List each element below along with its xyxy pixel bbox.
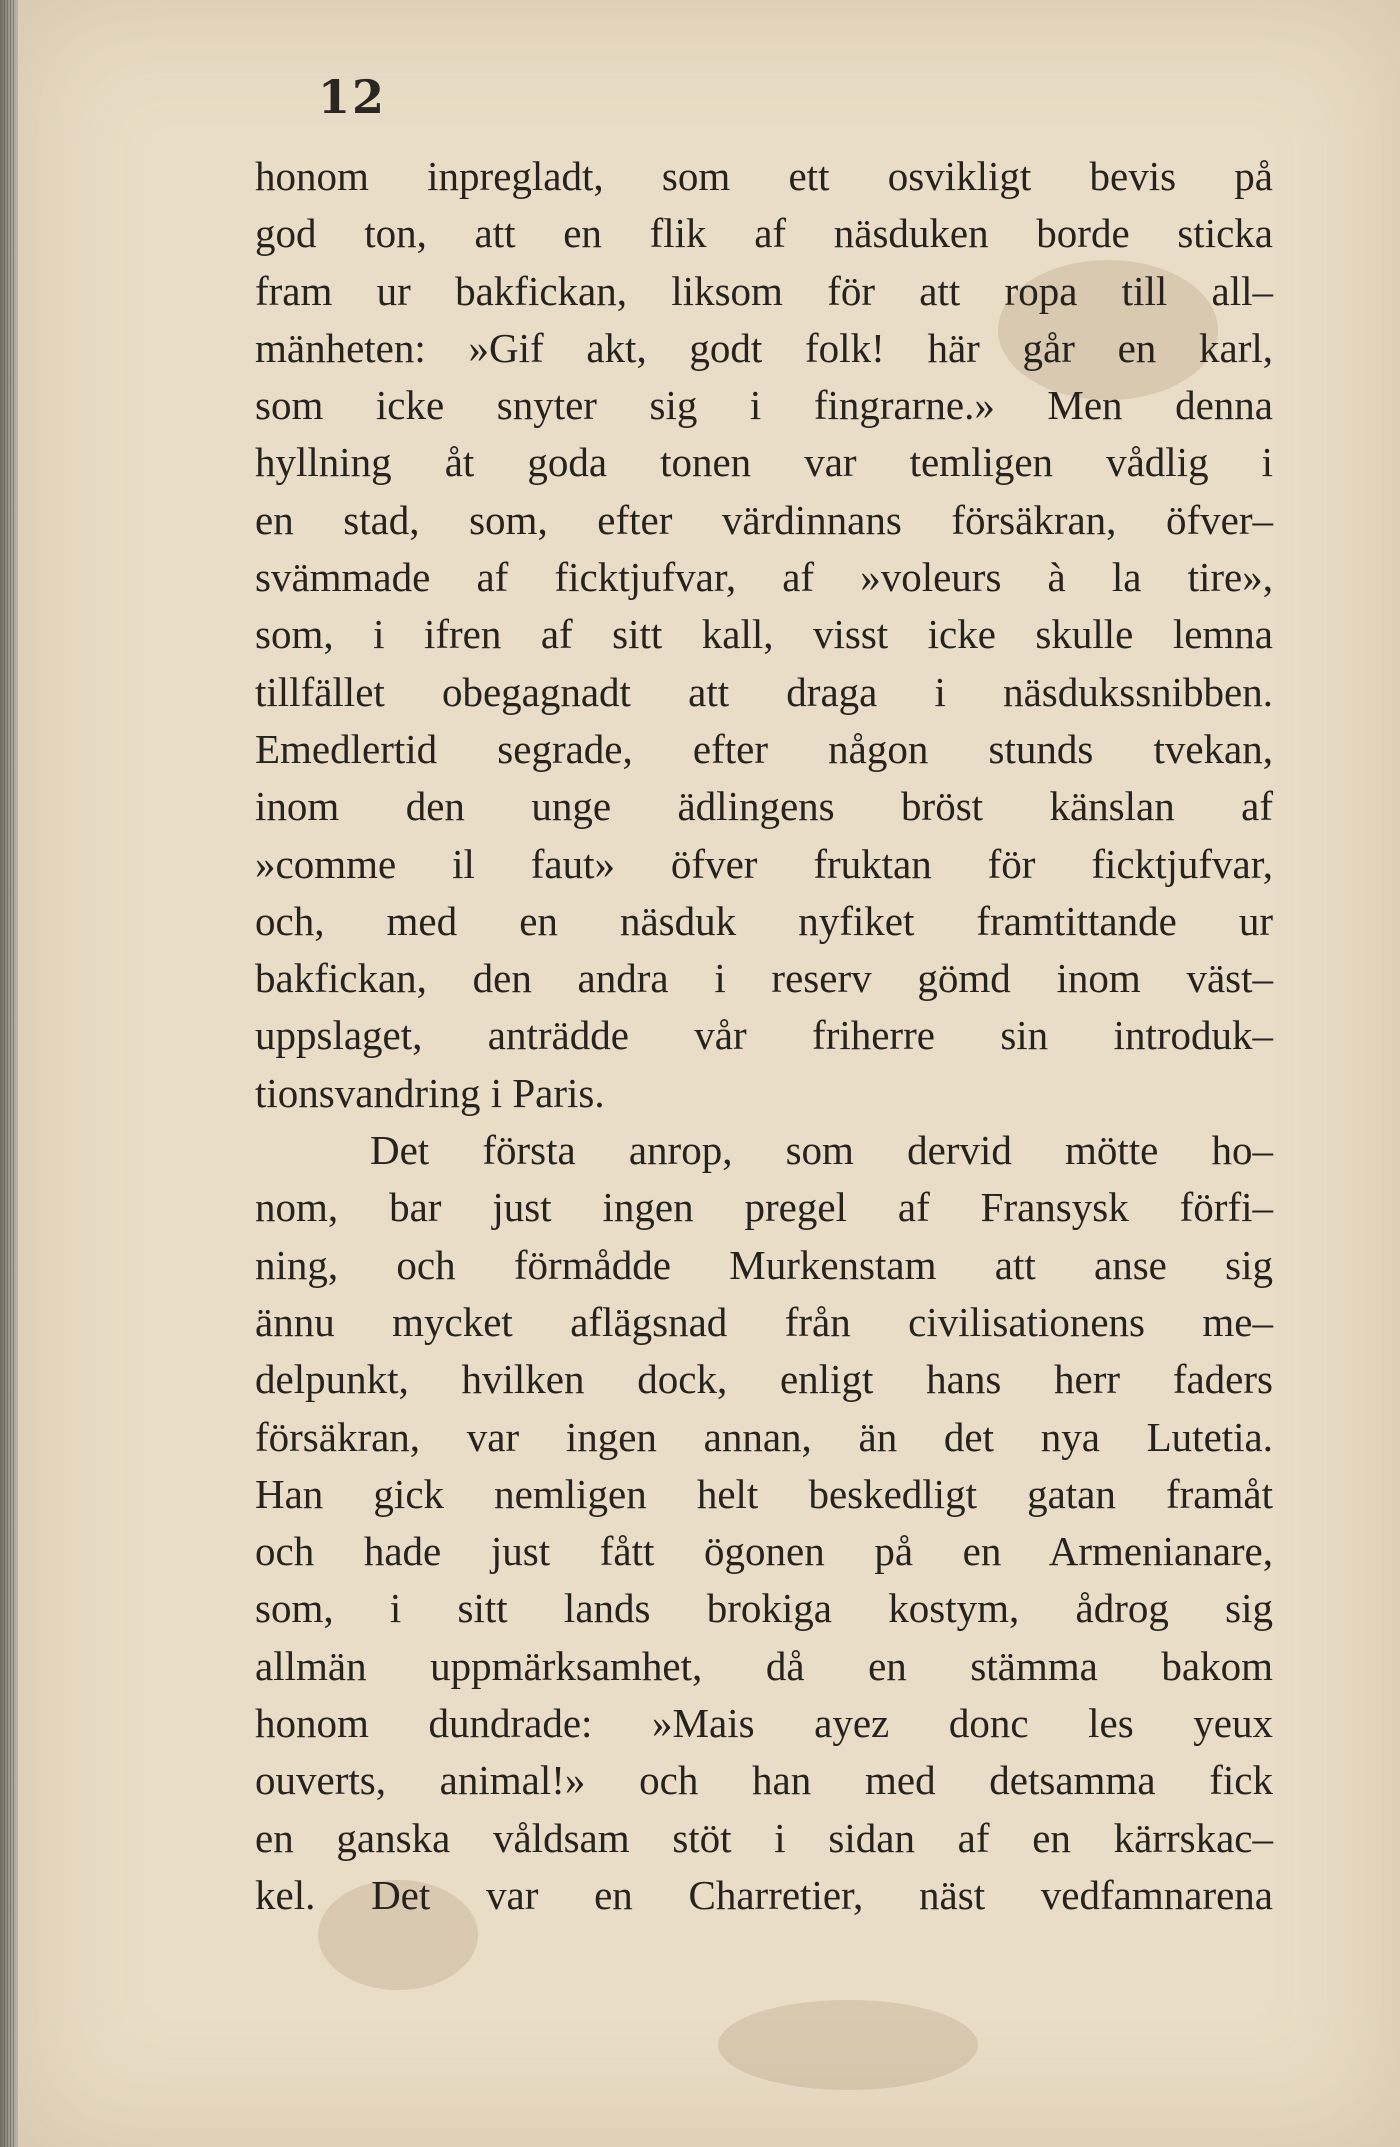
text-line: nom, bar just ingen pregel af Fransysk förfi– [255, 1184, 1273, 1231]
text-line: Det första anrop, som dervid mötte ho– [370, 1127, 1273, 1174]
text-line: delpunkt, hvilken dock, enligt hans herr faders [255, 1356, 1273, 1403]
text-line: honom dundrade: »Mais ayez donc les yeux [255, 1700, 1273, 1747]
text-line: en stad, som, efter värdinnans försäkran, öfver– [255, 496, 1273, 543]
text-line: inom den unge ädlingens bröst känslan af [255, 783, 1273, 830]
text-line: mänheten: »Gif akt, godt folk! här går en karl, [255, 324, 1273, 371]
text-line: fram ur bakfickan, liksom för att ropa till all– [255, 267, 1273, 314]
paper-fleck [718, 2000, 978, 2090]
text-line: Han gick nemligen helt beskedligt gatan framåt [255, 1470, 1273, 1517]
text-line: och, med en näsduk nyfiket framtittande ur [255, 897, 1273, 944]
text-line: svämmade af ficktjufvar, af »voleurs à la tire», [255, 554, 1273, 601]
text-line: kel. Det var en Charretier, näst vedfamnarena [255, 1871, 1273, 1918]
text-line: hyllning åt goda tonen var temligen vådlig i [255, 439, 1273, 486]
text-line: honom inpregladt, som ett osvikligt bevis på [255, 153, 1273, 199]
text-line: ning, och förmådde Murkenstam att anse sig [255, 1241, 1273, 1288]
text-line: god ton, att en flik af näsduken borde sticka [255, 210, 1273, 257]
text-line: som, i ifren af sitt kall, visst icke skulle lemna [255, 611, 1273, 658]
text-line: tillfället obegagnadt att draga i näsdukssnibben. [255, 668, 1273, 715]
text-line: en ganska våldsam stöt i sidan af en kärrskac– [255, 1814, 1273, 1861]
book-binding-edge [0, 0, 18, 2147]
body-text [255, 148, 1273, 1924]
book-page [18, 0, 1400, 2147]
text-line: bakfickan, den andra i reserv gömd inom väst– [255, 955, 1273, 1002]
text-line: Emedlertid segrade, efter någon stunds tvekan, [255, 725, 1273, 772]
text-line: allmän uppmärksamhet, då en stämma bakom [255, 1642, 1273, 1689]
text-line: som icke snyter sig i fingrarne.» Men denna [255, 382, 1273, 429]
text-line: som, i sitt lands brokiga kostym, ådrog sig [255, 1585, 1273, 1632]
page-number: 12 [318, 70, 387, 124]
text-line: »comme il faut» öfver fruktan för ficktjufvar, [255, 840, 1273, 887]
text-line: uppslaget, anträdde vår friherre sin introduk– [255, 1012, 1273, 1059]
text-line: ännu mycket aflägsnad från civilisationens me– [255, 1298, 1273, 1345]
text-line: och hade just fått ögonen på en Armenianare, [255, 1528, 1273, 1575]
binding-stitch-lines [4, 0, 14, 2147]
text-line: tionsvandring i Paris. [255, 1069, 605, 1116]
text-line: ouverts, animal!» och han med detsamma fick [255, 1757, 1273, 1804]
text-line: försäkran, var ingen annan, än det nya Lutetia. [255, 1413, 1273, 1460]
